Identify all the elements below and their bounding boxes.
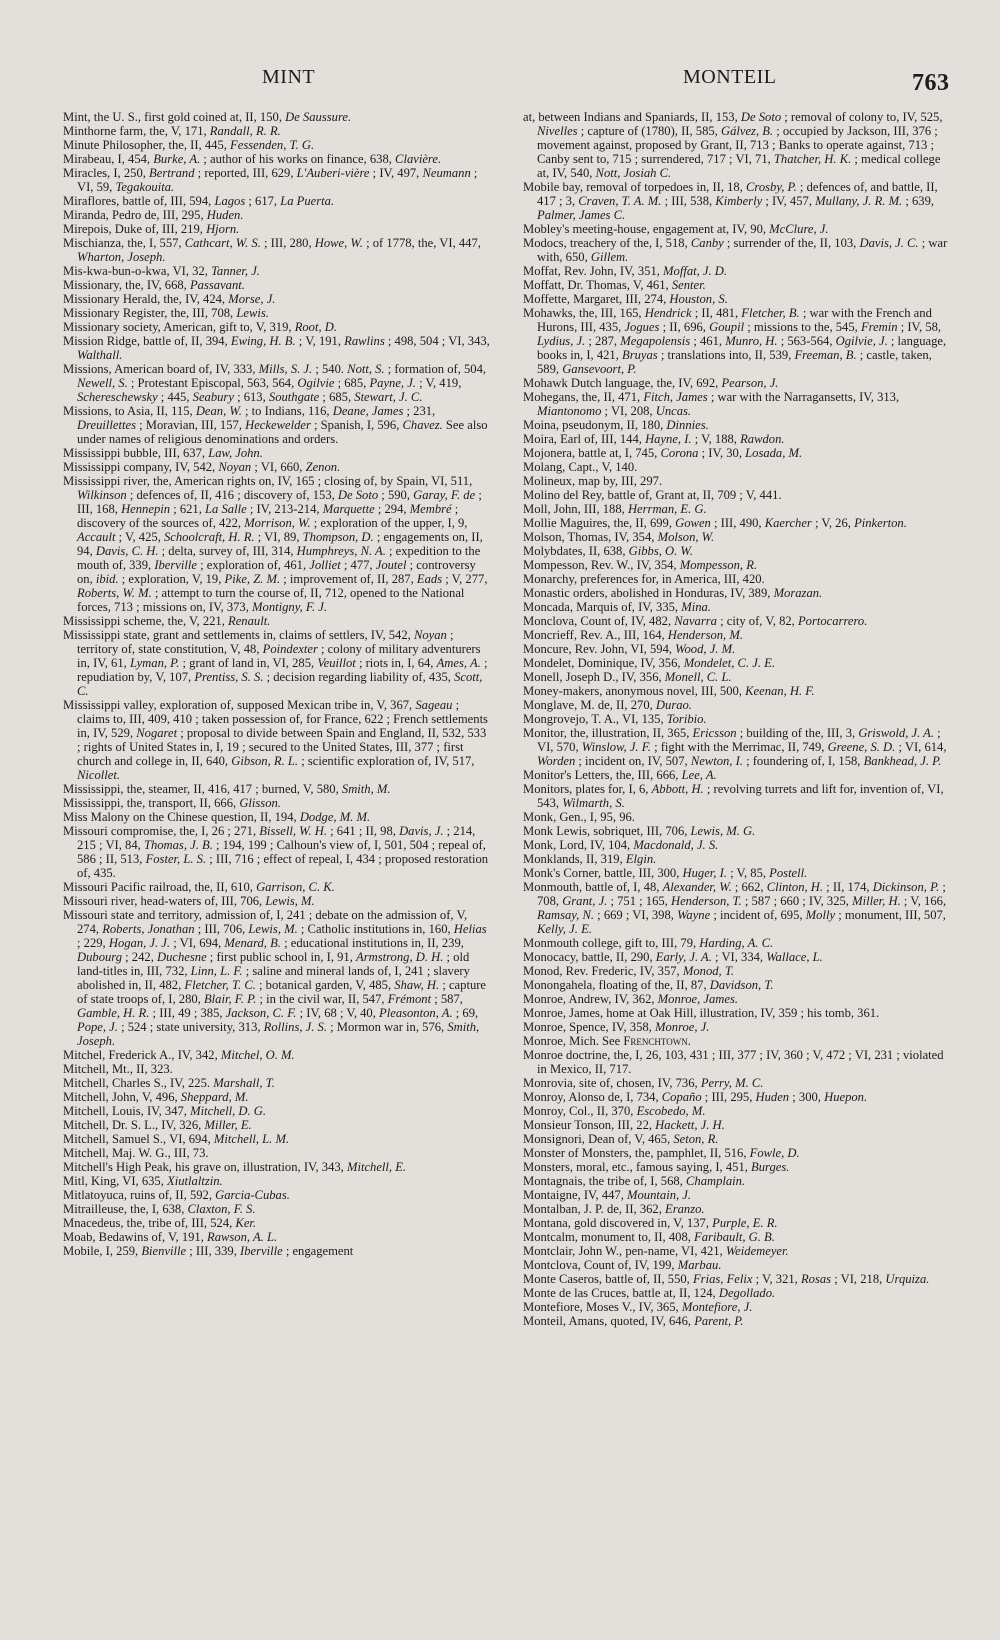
index-entry: Missouri river, head-waters of, III, 706, Lewis, M. [63,894,315,908]
index-entry: Mississippi river, the, American rights on, IV, 165 ; closing of, by Spain, VI, 511, Wilkinson ; defences of, II, 416 ; discovery of, 153, De Soto ; 590, Garay, F. de ; III, 168, Hennepin ; 621, La Salle ; IV, 213-214, Marquette ; 294, Membré ; discovery of the sources of, 422, Morrison, W. ; exploration of the upper, I, 9, Accault ; V, 425, Schoolcraft, H. R. ; VI, 89, Thompson, D. ; engagements on, II, 94, Davis, C. H. ; delta, survey of, III, 314, Humphreys, N. A. ; expedition to the mouth of, 339, Iberville ; exploration of, 461, Jolliet ; 477, Joutel ; controversy on, ibid. ; exploration, V, 19, Pike, Z. M. ; improvement of, II, 287, Eads ; V, 277, Roberts, W. M. ; attempt to turn the course of, II, 712, opened to the National forces, 713 ; missions on, IV, 373, Montigny, F. J. [63,474,488,614]
index-entry: Montcalm, monument to, II, 408, Faribault, G. B. [523,1230,775,1244]
index-entry: Monrovia, site of, chosen, IV, 736, Perry, M. C. [523,1076,764,1090]
index-entry: Montana, gold discovered in, V, 137, Purple, E. R. [523,1216,778,1230]
index-entry: Mischianza, the, I, 557, Cathcart, W. S. ; III, 280, Howe, W. ; of 1778, the, VI, 447, Wharton, Joseph. [63,236,481,264]
index-entry: Monsieur Tonson, III, 22, Hackett, J. H. [523,1118,725,1132]
index-entry: Mitchell, Dr. S. L., IV, 326, Miller, E. [63,1118,252,1132]
index-entry: Mitchell, Louis, IV, 347, Mitchell, D. G. [63,1104,267,1118]
index-entry: Mobile, I, 259, Bienville ; III, 339, Iberville ; engagement [63,1244,354,1258]
index-entry: Mirepois, Duke of, III, 219, Hjorn. [63,222,240,236]
index-entry: Mississippi, the, steamer, II, 416, 417 ; burned, V, 580, Smith, M. [63,782,391,796]
index-entry: Montagnais, the tribe of, I, 568, Champlain. [523,1174,746,1188]
index-entry: Mis-kwa-bun-o-kwa, VI, 32, Tanner, J. [63,264,260,278]
index-entry: Monarchy, preferences for, in America, III, 420. [523,572,765,586]
index-entry: Missions, to Asia, II, 115, Dean, W. ; to Indians, 116, Deane, James ; 231, Dreuillettes ; Moravian, III, 157, Heckewelder ; Spanish, I, 596, Chavez. See also under names of religious denominations and orders. [63,404,488,446]
index-entry: Minthorne farm, the, V, 171, Randall, R. R. [63,124,281,138]
index-entry: Missionary Herald, the, IV, 424, Morse, J. [63,292,276,306]
index-entry: at, between Indians and Spaniards, II, 153, De Soto ; removal of colony to, IV, 525, Nivelles ; capture of (1780), II, 585, Gálvez, B. ; occupied by Jackson, III, 376 ; movement against, proposed by Grant, II, 713 ; Banks to operate against, 713 ; Canby sent to, 715 ; surrendered, 717 ; VI, 71, Thatcher, H. K. ; medical college at, IV, 540, Nott, Josiah C. [523,110,943,180]
index-entry: Monk, Lord, IV, 104, Macdonald, J. S. [523,838,719,852]
index-entry: Mint, the U. S., first gold coined at, II, 150, De Saussure. [63,110,352,124]
index-entry: Montalban, J. P. de, II, 362, Eranzo. [523,1202,705,1216]
index-entry: Monglave, M. de, II, 270, Durao. [523,698,692,712]
index-entry: Monk, Gen., I, 95, 96. [523,810,635,824]
index-entry: Moffatt, Dr. Thomas, V, 461, Senter. [523,278,706,292]
index-entry: Mobley's meeting-house, engagement at, IV, 90, McClure, J. [523,222,829,236]
index-entry: Moab, Bedawins of, V, 191, Rawson, A. L. [63,1230,278,1244]
page-number: 763 [912,70,950,96]
index-entry: Monastic orders, abolished in Honduras, IV, 389, Morazan. [523,586,823,600]
index-entry: Monroe, Andrew, IV, 362, Monroe, James. [523,992,738,1006]
index-entry: Moncada, Marquis of, IV, 335, Mina. [523,600,711,614]
index-entry: Monte de las Cruces, battle at, II, 124, Degollado. [523,1286,776,1300]
index-entry: Mohawks, the, III, 165, Hendrick ; II, 481, Fletcher, B. ; war with the French and Hurons, III, 435, Jogues ; II, 696, Goupil ; missions to the, 545, Fremin ; IV, 58, Lydius, J. ; 287, Megapolensis ; 461, Munro, H. ; 563-564, Ogilvie, J. ; language, books in, I, 421, Bruyas ; translations into, II, 539, Freeman, B. ; castle, taken, 589, Gansevoort, P. [523,306,947,376]
index-entry: Mississippi bubble, III, 637, Law, John. [63,446,263,460]
index-entry: Monclova, Count of, IV, 482, Navarra ; city of, V, 82, Portocarrero. [523,614,868,628]
index-entry: Mission Ridge, battle of, II, 394, Ewing, H. B. ; V, 191, Rawlins ; 498, 504 ; VI, 343, Walthall. [63,334,490,362]
index-entry: Monod, Rev. Frederic, IV, 357, Monod, T. [523,964,735,978]
index-entry: Moncrieff, Rev. A., III, 164, Henderson, M. [523,628,743,642]
index-entry: Monmouth college, gift to, III, 79, Harding, A. C. [523,936,774,950]
index-entry: Monk Lewis, sobriquet, III, 706, Lewis, M. G. [523,824,756,838]
index-entry: Mondelet, Dominique, IV, 356, Mondelet, C. J. E. [523,656,775,670]
index-column-right [523,110,951,1328]
index-entry: Monster of Monsters, the, pamphlet, II, 516, Fowle, D. [523,1146,800,1160]
index-entry: Mitlatoyuca, ruins of, II, 592, Garcia-Cubas. [63,1188,290,1202]
index-entry: Monmouth, battle of, I, 48, Alexander, W. ; 662, Clinton, H. ; II, 174, Dickinson, P. ; 708, Grant, J. ; 751 ; 165, Henderson, T. ; 587 ; 660 ; IV, 325, Miller, H. ; V, 166, Ramsay, N. ; 669 ; VI, 398, Wayne ; incident of, 695, Molly ; monument, III, 507, Kelly, J. E. [523,880,947,936]
index-entry: Molson, Thomas, IV, 354, Molson, W. [523,530,715,544]
index-entry: Mitl, King, VI, 635, Xiutlaltzin. [63,1174,223,1188]
index-entry: Mitchell, Mt., II, 323. [63,1062,173,1076]
index-entry: Monell, Joseph D., IV, 356, Monell, C. L. [523,670,732,684]
index-entry: Monitor, the, illustration, II, 365, Ericsson ; building of the, III, 3, Griswold, J. A. ; VI, 570, Winslow, J. F. ; fight with the Merrimac, II, 749, Greene, S. D. ; VI, 614, Worden ; incident on, IV, 507, Newton, I. ; foundering of, I, 158, Bankhead, J. P. [523,726,947,768]
index-entry: Mollie Maguires, the, II, 699, Gowen ; III, 490, Kaercher ; V, 26, Pinkerton. [523,516,907,530]
running-header-right: MONTEIL [683,66,777,88]
index-entry: Monitor's Letters, the, III, 666, Lee, A. [523,768,717,782]
index-entry: Molang, Capt., V, 140. [523,460,638,474]
index-entry: Miracles, I, 250, Bertrand ; reported, III, 629, L'Auberi-vière ; IV, 497, Neumann ; VI, 59, Tegakouita. [63,166,478,194]
index-entry: Mongrovejo, T. A., VI, 135, Toribio. [523,712,707,726]
index-entry: Missouri compromise, the, I, 26 ; 271, Bissell, W. H. ; 641 ; II, 98, Davis, J. ; 214, 215 ; VI, 84, Thomas, J. B. ; 194, 199 ; Calhoun's view of, I, 501, 504 ; repeal of, 586 ; II, 513, Foster, L. S. ; III, 716 ; effect of repeal, I, 434 ; proposed restoration of, 435. [63,824,489,880]
index-entry: Monroe, Mich. See Frenchtown. [523,1034,691,1048]
index-entry: Missionary, the, IV, 668, Passavant. [63,278,245,292]
index-entry: Mitchell, Samuel S., VI, 694, Mitchell, L. M. [63,1132,290,1146]
index-entry: Mirabeau, I, 454, Burke, A. ; author of his works on finance, 638, Clavière. [63,152,442,166]
index-entry: Mississippi company, IV, 542, Noyan ; VI, 660, Zenon. [63,460,341,474]
index-entry: Mississippi state, grant and settlements in, claims of settlers, IV, 542, Noyan ; territory of, state constitution, V, 48, Poindexter ; colony of military adventurers in, IV, 61, Lyman, P. ; grant of land in, VI, 285, Veuillot ; riots in, I, 64, Ames, A. ; repudiation by, V, 107, Prentiss, S. S. ; decision regarding liability of, 435, Scott, C. [63,628,488,698]
index-entry: Missouri Pacific railroad, the, II, 610, Garrison, C. K. [63,880,335,894]
index-entry: Molineux, map by, III, 297. [523,474,663,488]
index-entry: Miraflores, battle of, III, 594, Lagos ; 617, La Puerta. [63,194,335,208]
index-entry: Monroe, James, home at Oak Hill, illustration, IV, 359 ; his tomb, 361. [523,1006,880,1020]
index-entry: Monroy, Col., II, 370, Escobedo, M. [523,1104,706,1118]
index-entry: Monroe doctrine, the, I, 26, 103, 431 ; III, 377 ; IV, 360 ; V, 472 ; VI, 231 ; violated in Mexico, II, 717. [523,1048,944,1076]
index-entry: Monk's Corner, battle, III, 300, Huger, I. ; V, 85, Postell. [523,866,808,880]
index-entry: Montaigne, IV, 447, Mountain, J. [523,1188,692,1202]
index-entry: Monitors, plates for, I, 6, Abbott, H. ; revolving turrets and lift for, invention of, VI, 543, Wilmarth, S. [523,782,944,810]
index-entry: Modocs, treachery of the, I, 518, Canby ; surrender of the, II, 103, Davis, J. C. ; war with, 650, Gillem. [523,236,948,264]
index-entry: Moll, John, III, 188, Herrman, E. G. [523,502,707,516]
index-entry: Miranda, Pedro de, III, 295, Huden. [63,208,244,222]
index-entry: Monocacy, battle, II, 290, Early, J. A. ; VI, 334, Wallace, L. [523,950,823,964]
index-entry: Montclair, John W., pen-name, VI, 421, Weidemeyer. [523,1244,789,1258]
index-entry: Mitchel, Frederick A., IV, 342, Mitchel, O. M. [63,1048,295,1062]
index-entry: Miss Malony on the Chinese question, II, 194, Dodge, M. M. [63,810,371,824]
index-entry: Mitchell, John, V, 496, Sheppard, M. [63,1090,249,1104]
index-entry: Mitchell's High Peak, his grave on, illustration, IV, 343, Mitchell, E. [63,1160,407,1174]
index-entry: Minute Philosopher, the, II, 445, Fessenden, T. G. [63,138,315,152]
running-header-left: MINT [262,66,316,88]
index-entry: Missions, American board of, IV, 333, Mills, S. J. ; 540. Nott, S. ; formation of, 504, Newell, S. ; Protestant Episcopal, 563, 564, Ogilvie ; 685, Payne, J. ; V, 419, Schereschewsky ; 445, Seabury ; 613, Southgate ; 685, Stewart, J. C. [63,362,487,404]
index-entry: Missouri state and territory, admission of, I, 241 ; debate on the admission of, V, 274, Roberts, Jonathan ; III, 706, Lewis, M. ; Catholic institutions in, 160, Helias ; 229, Hogan, J. J. ; VI, 694, Menard, B. ; educational institutions in, II, 239, Dubourg ; 242, Duchesne ; first public school in, I, 91, Armstrong, D. H. ; old land-titles in, III, 732, Linn, L. F. ; saline and mineral lands of, I, 241 ; slavery abolished in, II, 482, Fletcher, T. C. ; botanical garden, V, 485, Shaw, H. ; capture of state troops of, I, 280, Blair, F. P. ; in the civil war, II, 547, Frémont ; 587, Gamble, H. R. ; III, 49 ; 385, Jackson, C. F. ; IV, 68 ; V, 40, Pleasonton, A. ; 69, Pope, J. ; 524 ; state university, 313, Rollins, J. S. ; Mormon war in, 576, Smith, Joseph. [63,908,487,1048]
index-entry: Monsignori, Dean of, V, 465, Seton, R. [523,1132,719,1146]
index-entry: Moffat, Rev. John, IV, 351, Moffat, J. D. [523,264,728,278]
index-entry: Mojonera, battle at, I, 745, Corona ; IV, 30, Losada, M. [523,446,803,460]
index-entry: Monte Caseros, battle of, II, 550, Frias, Felix ; V, 321, Rosas ; VI, 218, Urquiza. [523,1272,930,1286]
index-entry: Montefiore, Moses V., IV, 365, Montefiore, J. [523,1300,753,1314]
index-entry: Monsters, moral, etc., famous saying, I, 451, Burges. [523,1160,790,1174]
index-entry: Missionary society, American, gift to, V, 319, Root, D. [63,320,338,334]
index-entry: Mitchell, Charles S., IV, 225. Marshall, T. [63,1076,275,1090]
index-entry: Missionary Register, the, III, 708, Lewis. [63,306,269,320]
index-entry: Moina, pseudonym, II, 180, Dinnies. [523,418,709,432]
index-entry: Moncure, Rev. John, VI, 594, Wood, J. M. [523,642,736,656]
index-column-left [63,110,491,1258]
index-entry: Mitrailleuse, the, I, 638, Claxton, F. S. [63,1202,256,1216]
index-entry: Mississippi valley, exploration of, supposed Mexican tribe in, V, 367, Sageau ; claims to, III, 409, 410 ; taken possession of, for France, 622 ; French settlements in, IV, 529, Nogaret ; proposal to divide between Spain and England, II, 532, 533 ; rights of United States in, I, 19 ; secured to the United States, III, 377 ; first church and college in, II, 640, Gibson, R. L. ; scientific exploration of, IV, 517, Nicollet. [63,698,488,782]
index-entry: Monklands, II, 319, Elgin. [523,852,657,866]
index-entry: Moffette, Margaret, III, 274, Houston, S. [523,292,728,306]
index-entry: Montclova, Count of, IV, 199, Marbau. [523,1258,722,1272]
index-entry: Mitchell, Maj. W. G., III, 73. [63,1146,209,1160]
index-entry: Mississippi, the, transport, II, 666, Glisson. [63,796,281,810]
index-entry: Mississippi scheme, the, V, 221, Renault. [63,614,271,628]
index-entry: Monteil, Amans, quoted, IV, 646, Parent, P. [523,1314,744,1328]
index-entry: Mnacedeus, the, tribe of, III, 524, Ker. [63,1216,257,1230]
index-entry: Mohegans, the, II, 471, Fitch, James ; war with the Narragansetts, IV, 313, Miantonomo ; VI, 208, Uncas. [523,390,900,418]
index-entry: Mobile bay, removal of torpedoes in, II, 18, Crosby, P. ; defences of, and battle, II, 417 ; 3, Craven, T. A. M. ; III, 538, Kimberly ; IV, 457, Mullany, J. R. M. ; 639, Palmer, James C. [523,180,938,222]
index-entry: Molybdates, II, 638, Gibbs, O. W. [523,544,693,558]
index-entry: Mohawk Dutch language, the, IV, 692, Pearson, J. [523,376,779,390]
index-entry: Money-makers, anonymous novel, III, 500, Keenan, H. F. [523,684,815,698]
index-entry: Moira, Earl of, III, 144, Hayne, I. ; V, 188, Rawdon. [523,432,785,446]
index-entry: Molino del Rey, battle of, Grant at, II, 709 ; V, 441. [523,488,782,502]
index-entry: Monongahela, floating of the, II, 87, Davidson, T. [523,978,774,992]
index-entry: Mompesson, Rev. W., IV, 354, Mompesson, R. [523,558,758,572]
index-entry: Monroy, Alonso de, I, 734, Copaño ; III, 295, Huden ; 300, Huepon. [523,1090,868,1104]
index-entry: Monroe, Spence, IV, 358, Monroe, J. [523,1020,710,1034]
